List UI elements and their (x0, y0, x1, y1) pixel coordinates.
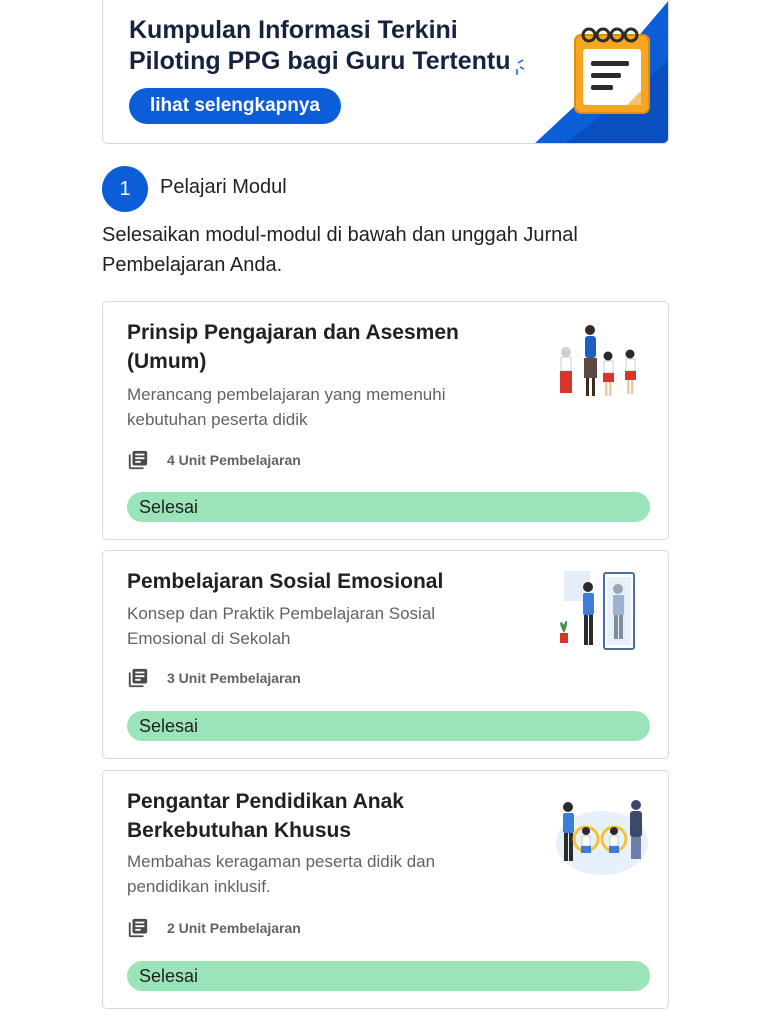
module-title: Pembelajaran Sosial Emosional (127, 570, 444, 593)
module-units (127, 916, 301, 940)
module-card[interactable] (102, 770, 669, 1009)
module-card[interactable] (102, 550, 669, 759)
module-status-badge: Selesai (127, 492, 650, 522)
module-units-label: 3 Unit Pembelajaran (167, 670, 301, 686)
inclusive-education-illustration (552, 793, 652, 883)
info-banner[interactable] (102, 0, 669, 144)
banner-title-line1: Kumpulan Informasi Terkini (129, 16, 458, 44)
module-description: Membahas keragaman peserta didik dan pendidikan inklusif. (127, 852, 436, 896)
see-more-button[interactable]: lihat selengkapnya (129, 88, 341, 124)
module-units (127, 666, 301, 690)
module-card[interactable] (102, 301, 669, 540)
module-title: Prinsip Pengajaran dan Asesmen (Umum) (127, 321, 459, 373)
module-title: Pengantar Pendidikan Anak Berkebutuhan Khusus (127, 790, 404, 842)
library-books-icon (127, 667, 149, 689)
banner-title (129, 15, 529, 77)
module-status-badge: Selesai (127, 711, 650, 741)
mirror-reflection-illustration (552, 569, 652, 659)
module-description: Konsep dan Praktik Pembelajaran Sosial Emosional di Sekolah (127, 604, 436, 648)
module-units-label: 2 Unit Pembelajaran (167, 920, 301, 936)
library-books-icon (127, 449, 149, 471)
module-status-badge: Selesai (127, 961, 650, 991)
module-units-label: 4 Unit Pembelajaran (167, 452, 301, 468)
calendar-note-icon (503, 0, 669, 144)
teacher-students-illustration (552, 322, 652, 412)
module-description: Merancang pembelajaran yang memenuhi kebutuhan peserta didik (127, 385, 446, 429)
step-description: Selesaikan modul-modul di bawah dan unggah Jurnal Pembelajaran Anda. (102, 224, 578, 276)
module-units (127, 448, 301, 472)
library-books-icon (127, 917, 149, 939)
step-title: Pelajari Modul (160, 176, 287, 198)
step-number-badge: 1 (102, 166, 148, 212)
banner-title-line2: Piloting PPG bagi Guru Tertentu (129, 47, 511, 75)
